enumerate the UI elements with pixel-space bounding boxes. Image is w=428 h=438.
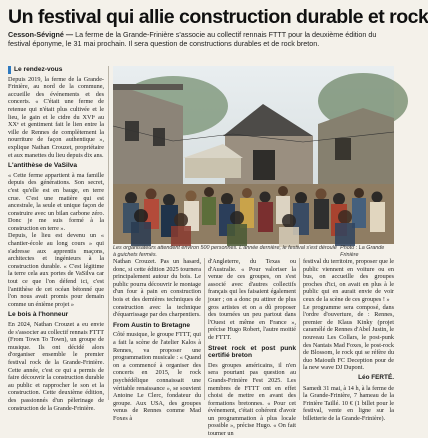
article-headline: Un festival qui allie construction durable et rock (8, 6, 428, 28)
standfirst-text: La ferme de la Grande-Frinière s'associe au collectif rennais FTTT pour la deuxième édition du festival éponyme, le 31 mai prochain. Il sera question de constructions durables et de rock breton. (8, 30, 377, 49)
event-info: Samedi 31 mai, à 14 h, à la ferme de la Grande-Frinière, 7 hameau de la Frinière Taillé. 10 € (1 billet pour le festival, vente en ligne sur la billetterie de la Grande-Frinière). (303, 384, 394, 422)
article-standfirst (8, 30, 394, 49)
author-signature: Léo FERTÉ. (358, 373, 394, 381)
festival-crowd-photo (113, 66, 394, 244)
photo-caption (113, 245, 394, 259)
paragraph: Depuis 2019, la ferme de la Grande-Frinière, au nord de la commune, accueille des événements et des concerts. « C'était une ferme de retenue qui n'était plus cultivée et le lieu, le gain et le cidre du XVIᵉ au XXᵉ et gentiment fait le lien entre la ville de Rennes de complètement la nourriture de façon authentique », explique Nathan Crouzet, propriétaire et aux manettes du lieu depuis dix ans. (8, 75, 104, 159)
column-divider (299, 258, 300, 400)
paragraph: Des groupes américains, il n'en sera pourtant pas question au Grands-Frinière Fest 2025. Les membres de FTTT ont en effet choisi de mettre en avant des formations bretonnes. « Pour cet événement, c'était cohérent d'avoir un programmation à plus locale possible », précise Hugo. « On fait tourner un (208, 361, 296, 438)
paragraph: Le programme sera composé, dans l'ordre d'ouverture, de : Rennes, premier de Klaus Kinky (projet caramélé de Rennes d'Abel Justin, le nouveau Les Collars, le post-punk des Nantais Mad Foxes, le post-rock de Blossom, le rock qui se réfère du duo Maiouth FC Deception pour de la new wave DJ Dupont. (303, 303, 394, 372)
subheading: From Austin to Bretagne (113, 321, 191, 329)
paragraph: Côté musique, le groupe FTTT, qui a fait la scène de l'atelier Kalos à Rennes, va proposer une programmation musicale : « Quand on a commencé à organiser des concerts en 2015, le rock psychédélique connaissait une véritable renaissance », se souvient Antoine Le Clerc, fondateur du groupe. Aux USA, des groupes venus de Rennes comme Mad Foxes à (113, 331, 201, 422)
caption-text: Les organisateurs attendent environ 500 personnes. L'année dernière, le festival s'est déroulé à guichets fermés. (113, 245, 337, 258)
article-photo (113, 66, 394, 244)
standfirst-place: Cesson-Sévigné — (8, 30, 74, 39)
subheading: Street rock et post punk certifié breton (208, 344, 296, 360)
column-divider (204, 258, 205, 400)
column-divider (108, 66, 109, 400)
left-column (8, 66, 104, 412)
subheading: Le bois à l'honneur (8, 311, 69, 319)
photo-credit: Photo : La Grande Frinière (340, 245, 385, 258)
paragraph: « Cette ferme appartient à ma famille depuis des générations. Son secret, c'est qu'elle est en bauge, en terre crue. C'est une matière qui est ancestrale, la seule et unique façon de construire avec un bilan carbone zéro. Donc je me suis formé à la construction en terre ». (8, 171, 104, 232)
paragraph: Depuis, le lieu est devenu un « chantier-école au long cours » qui s'adresse aux apprentis maçons, architectes et ingénieurs à la construction durable. « C'est légitime la terre cela aux portes de VaSilva car tout ce que l'on défend ici, c'est l'antithèse de cet océan bétonné que l'on nous avait promis pour demain comme un énième projet » (8, 232, 104, 308)
paragraph: Nathan Crouzet. Pas un hasard, donc, si cette édition 2025 tournera principalement autour du bois. Le public pourra découvrir le montage d'un four à pain en construction bois et des dernières techniques de construction avec la technique d'équarrissage par des charpentiers. (113, 258, 201, 319)
body-column-1 (113, 258, 201, 422)
body-column-3 (303, 258, 394, 422)
subheading: L'antithèse de VaSilva (8, 162, 77, 170)
paragraph: festival du territoire, proposer que le public viennent en voiture ou en bus, on accueille des groupes proches d'ici, on avait en plus à le public qui en aurait envie de voir ceux de la scène de ces groupes ! » (303, 258, 394, 303)
paragraph: d'Angleterre, du Texas ou d'Australie. « Pour valoriser la venue de ces groupes, on s'est associé avec d'autres collectifs français qui les faisaient également jouer ; on a donc pu attirer de plus gros artistes et on a dû proposer des tournées un peu partout dans l'Ouest et même en France », précise Hugo Robert, l'autre moitié de FTTT. (208, 258, 296, 341)
box-heading: Le rendez-vous (8, 66, 104, 74)
body-column-2 (208, 258, 296, 438)
paragraph: En 2024, Nathan Crouzet a eu envie de s'associer au collectif rennais FTTT (From Town To Town), un groupe de musique. Ils ont décidé alors d'organiser ensemble le premier festival rock de la Grande-Frinière. Cette année, c'est ce qui a permis de faire découvrir la construction durable au public et rapprocher le son et la construction. Cette deuxième édition, des passionnés d'un pèlerinage de construction de la Grande-Frinière. (8, 321, 104, 412)
